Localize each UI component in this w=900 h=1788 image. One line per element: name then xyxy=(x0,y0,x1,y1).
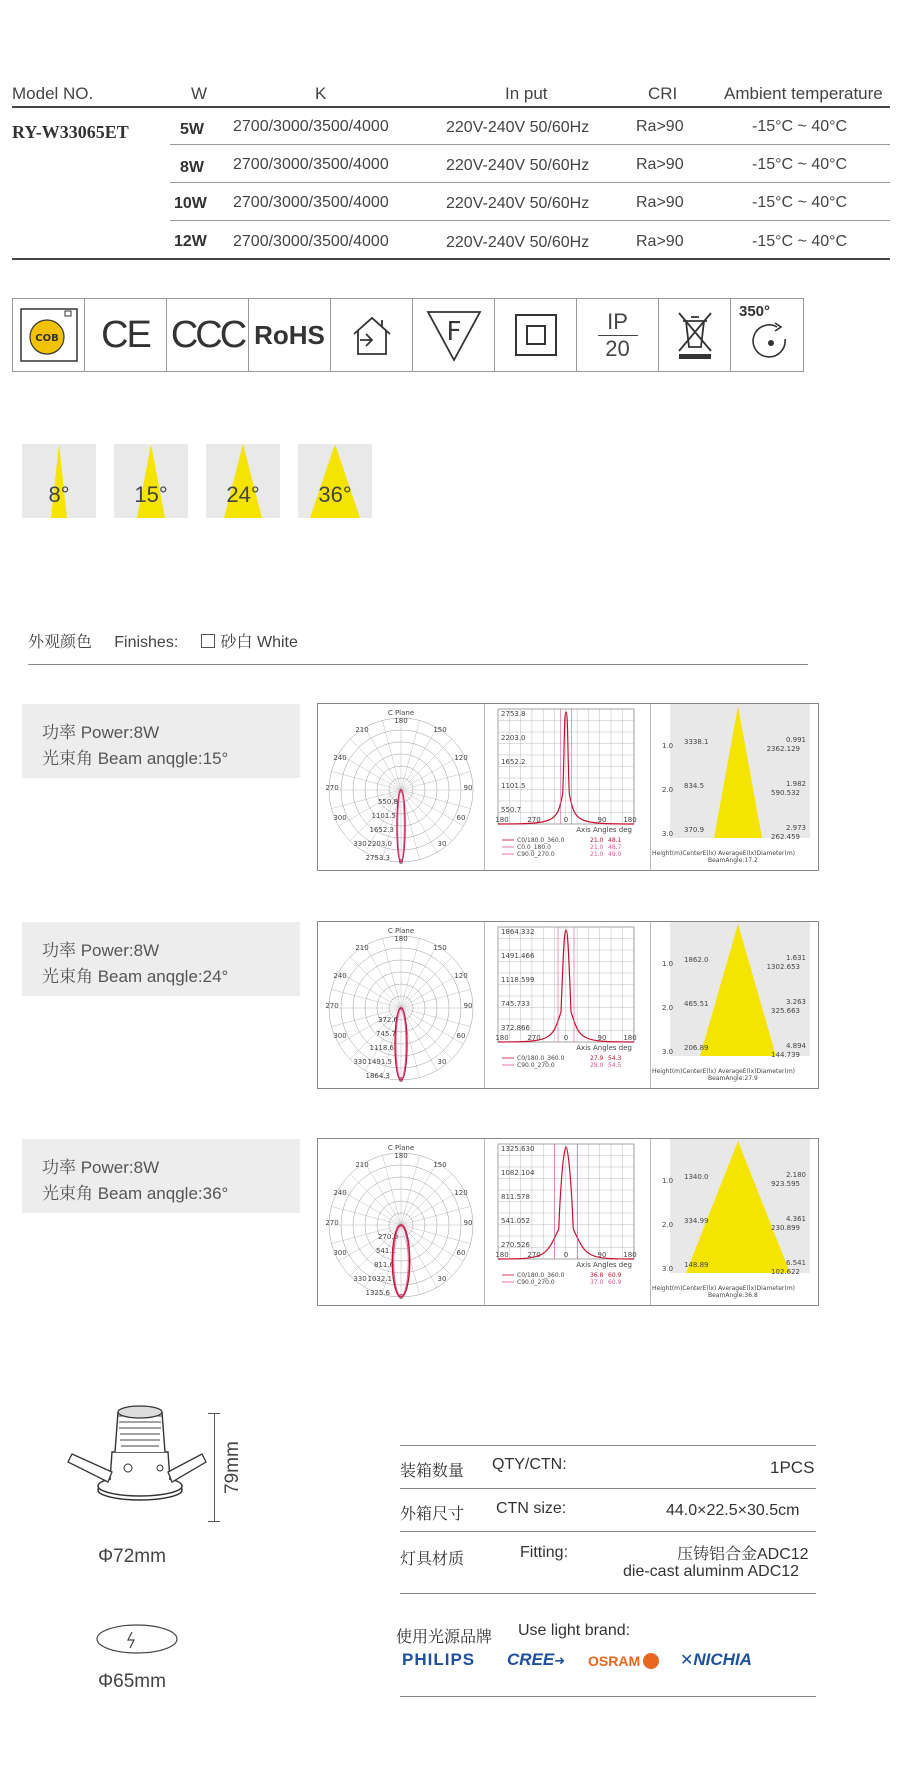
polar-ring-label: 541.1 xyxy=(375,1247,396,1255)
curve-y-label: 1101.5 xyxy=(501,782,526,790)
cri: Ra>90 xyxy=(636,118,684,135)
header-w: W xyxy=(191,84,208,103)
curve-x-label: 270 xyxy=(527,1251,541,1259)
rohs-icon xyxy=(249,299,331,371)
polar-axis-label: 60 xyxy=(456,1032,466,1040)
photometric-label-box xyxy=(22,922,300,996)
curve-y-label: 372.866 xyxy=(501,1024,530,1032)
model-number: RY-W33065ET xyxy=(12,122,129,142)
fitting-value-en: die-cast aluminm ADC12 xyxy=(623,1563,800,1580)
polar-axis-label: 0 xyxy=(398,1293,404,1301)
header-cri: CRI xyxy=(648,84,678,103)
legend-half-angle: 21.0 xyxy=(590,837,604,844)
legend-tenth-angle: 48.7 xyxy=(608,844,622,851)
polar-ring-label: 811.6 xyxy=(373,1261,394,1269)
polar-axis-label: 330 xyxy=(353,1058,367,1066)
cone-height: 3.0 xyxy=(662,830,674,838)
fitting-label-en: Fitting: xyxy=(520,1544,569,1561)
legend-tenth-angle: 48.1 xyxy=(608,837,622,844)
polar-axis-label: 60 xyxy=(456,814,466,822)
curve-x-label: 0 xyxy=(563,1034,569,1042)
polar-axis-label: 90 xyxy=(463,1219,473,1227)
beam-angle-label: 8° xyxy=(48,482,70,507)
class-ii-double-square-icon xyxy=(495,299,577,371)
curve-x-label: 180 xyxy=(495,816,509,824)
cone-height: 1.0 xyxy=(662,742,674,750)
cone-diameter: 1.631 xyxy=(785,954,806,962)
illuminance-cone-diagram xyxy=(650,922,816,1088)
table-top-rule xyxy=(12,106,890,108)
ambient: -15°C ~ 40°C xyxy=(752,118,848,135)
curve-y-label: 1082.104 xyxy=(501,1169,535,1177)
curve-x-label: 90 xyxy=(597,816,607,824)
polar-axis-label: 90 xyxy=(463,784,473,792)
photometric-label-box xyxy=(22,704,300,778)
polar-title: C Plane xyxy=(387,927,415,935)
legend-name: C0.0_180.0 xyxy=(517,844,551,851)
polar-axis-label: 300 xyxy=(333,1249,347,1257)
cone-diameter: 1.982 xyxy=(785,780,806,788)
legend-tenth-angle: 49.0 xyxy=(608,851,622,858)
ce-mark-icon xyxy=(85,299,167,371)
polar-axis-label: 180 xyxy=(394,935,408,943)
beam-angle-36 xyxy=(298,444,372,518)
fixture-side-drawing xyxy=(60,1392,210,1527)
packing-rule-top xyxy=(400,1445,816,1446)
curve-axis-caption: Axis Angles deg xyxy=(576,826,632,834)
curve-x-label: 180 xyxy=(623,1251,637,1259)
cutout-drawing xyxy=(94,1622,180,1661)
ambient: -15°C ~ 40°C xyxy=(752,156,848,173)
osram-logo xyxy=(588,1653,659,1669)
cree-logo: CREE➜ xyxy=(507,1650,566,1669)
table-bottom-rule xyxy=(12,258,890,260)
philips-logo: PHILIPS xyxy=(402,1650,476,1669)
finishes-row xyxy=(28,629,298,652)
height-tick-top xyxy=(208,1413,220,1414)
curve-x-label: 270 xyxy=(527,816,541,824)
polar-axis-label: 120 xyxy=(454,972,468,980)
watt: 10W xyxy=(174,195,207,212)
polar-ring-label: 1864.3 xyxy=(365,1072,390,1080)
finishes-rule xyxy=(28,664,808,665)
legend-half-angle: 27.9 xyxy=(590,1055,604,1062)
linear-candela-curve xyxy=(484,922,651,1088)
cone-average-lux: 1302.653 xyxy=(766,963,800,971)
cri: Ra>90 xyxy=(636,194,684,211)
cone-diameter: 2.180 xyxy=(785,1171,806,1179)
cone-average-lux: 230.899 xyxy=(771,1224,800,1232)
polar-ring-label: 2753.3 xyxy=(365,854,390,862)
photometric-diagram xyxy=(317,703,819,871)
beam-angle-label: 光束角 Beam anqgle:36° xyxy=(42,1184,229,1203)
polar-ring-label: 372.6 xyxy=(377,1016,398,1024)
legend-name: C0/180.0_360.0 xyxy=(517,1272,565,1279)
packing-rule xyxy=(400,1593,816,1594)
polar-axis-label: 270 xyxy=(325,1219,339,1227)
legend-name: C90.0_270.0 xyxy=(517,1279,555,1286)
finishes-label-cn: 外观颜色 xyxy=(28,634,93,651)
linear-candela-curve xyxy=(484,1139,651,1305)
polar-axis-label: 120 xyxy=(454,1189,468,1197)
input-voltage: 220V-240V 50/60Hz xyxy=(446,119,590,136)
polar-title: C Plane xyxy=(387,709,415,717)
polar-ring-label: 1325.6 xyxy=(365,1289,390,1297)
beam-angle-label: 15° xyxy=(134,482,168,507)
power-label: 功率 Power:8W xyxy=(42,723,160,742)
curve-x-label: 180 xyxy=(495,1251,509,1259)
cone-height: 1.0 xyxy=(662,960,674,968)
cone-center-lux: 1862.0 xyxy=(684,956,709,964)
finish-option: 砂白 White xyxy=(220,634,298,651)
input-voltage: 220V-240V 50/60Hz xyxy=(446,234,590,251)
polar-candela-diagram xyxy=(318,1139,485,1305)
fitting-value-cn: 压铸铝合金ADC12 xyxy=(677,1546,809,1563)
height-dimension-line xyxy=(214,1413,215,1521)
cone-center-lux: 148.89 xyxy=(684,1261,709,1269)
ip20-icon xyxy=(577,299,659,371)
cone-height: 3.0 xyxy=(662,1265,674,1273)
polar-ring-label: 1101.5 xyxy=(371,812,396,820)
rotation-label: 350° xyxy=(739,303,771,320)
ccc-label: CCC xyxy=(170,313,245,356)
legend-name: C90.0_270.0 xyxy=(517,1062,555,1069)
cutout-dimension: Φ65mm xyxy=(98,1671,166,1692)
cone-footer: Height(m)CenterE(lx) AverageE(lx)Diameter(m) xyxy=(652,1285,796,1292)
row-divider xyxy=(170,182,890,183)
qty-value: 1PCS xyxy=(770,1458,815,1477)
rohs-label: RoHS xyxy=(254,319,325,350)
legend-name: C0/180.0_360.0 xyxy=(517,837,565,844)
beam-angle-8 xyxy=(22,444,96,518)
cone-diameter: 2.973 xyxy=(785,824,806,832)
watt: 5W xyxy=(180,121,204,138)
cree-label: CREE xyxy=(507,1650,555,1669)
polar-axis-label: 150 xyxy=(433,944,447,952)
cri: Ra>90 xyxy=(636,233,684,250)
cone-average-lux: 262.459 xyxy=(771,833,800,841)
polar-axis-label: 330 xyxy=(353,1275,367,1283)
polar-axis-label: 120 xyxy=(454,754,468,762)
ctn-size-label-en: CTN size: xyxy=(496,1500,567,1517)
cone-diameter: 0.991 xyxy=(785,736,806,744)
input-voltage: 220V-240V 50/60Hz xyxy=(446,157,590,174)
curve-axis-caption: Axis Angles deg xyxy=(576,1261,632,1269)
cri: Ra>90 xyxy=(636,156,684,173)
ip-rating: 20 xyxy=(605,335,630,361)
cone-average-lux: 144.739 xyxy=(771,1051,800,1059)
curve-x-label: 180 xyxy=(623,1034,637,1042)
brands-label-en: Use light brand: xyxy=(518,1622,631,1639)
curve-y-label: 270.526 xyxy=(501,1241,530,1249)
osram-label: OSRAM xyxy=(588,1653,641,1669)
polar-axis-label: 30 xyxy=(437,1058,447,1066)
cone-beam-angle: BeamAngle:17.2 xyxy=(708,857,758,864)
cone-footer: Height(m)CenterE(lx) AverageE(lx)Diameter(m) xyxy=(652,850,796,857)
cone-average-lux: 325.663 xyxy=(771,1007,800,1015)
beam-angle-24 xyxy=(206,444,280,518)
curve-y-label: 550.7 xyxy=(501,806,522,814)
polar-axis-label: 30 xyxy=(437,1275,447,1283)
nichia-logo: ✕NICHIA xyxy=(680,1650,752,1669)
curve-y-label: 1652.2 xyxy=(501,758,526,766)
polar-ring-label: 1652.3 xyxy=(369,826,394,834)
packing-rule xyxy=(400,1531,816,1532)
f-mark-triangle-icon xyxy=(413,299,495,371)
cct: 2700/3000/3500/4000 xyxy=(233,233,389,250)
certification-strip xyxy=(12,298,804,372)
ambient: -15°C ~ 40°C xyxy=(752,233,848,250)
ccc-mark-icon xyxy=(167,299,249,371)
curve-x-label: 90 xyxy=(597,1034,607,1042)
polar-title: C Plane xyxy=(387,1144,415,1152)
curve-y-label: 2753.8 xyxy=(501,710,526,718)
ctn-size-label-cn: 外箱尺寸 xyxy=(400,1506,465,1523)
curve-x-label: 90 xyxy=(597,1251,607,1259)
legend-tenth-angle: 54.5 xyxy=(608,1062,622,1069)
curve-x-label: 270 xyxy=(527,1034,541,1042)
cone-center-lux: 334.99 xyxy=(684,1217,709,1225)
beam-angle-label: 24° xyxy=(226,482,260,507)
polar-axis-label: 240 xyxy=(333,972,347,980)
cone-diameter: 6.541 xyxy=(785,1259,806,1267)
illuminance-cone-diagram xyxy=(650,704,816,870)
watt: 12W xyxy=(174,233,207,250)
height-tick-bottom xyxy=(208,1521,220,1522)
photometric-diagram xyxy=(317,921,819,1089)
indoor-house-icon xyxy=(331,299,413,371)
nichia-label: NICHIA xyxy=(693,1650,752,1669)
cone-center-lux: 465.51 xyxy=(684,1000,709,1008)
rotation-350-icon xyxy=(731,299,803,371)
legend-half-angle: 36.8 xyxy=(590,1272,604,1279)
cone-beam-angle: BeamAngle:36.8 xyxy=(708,1292,758,1299)
cone-diameter: 3.263 xyxy=(785,998,806,1006)
curve-y-label: 1864.332 xyxy=(501,928,535,936)
polar-axis-label: 240 xyxy=(333,754,347,762)
polar-axis-label: 150 xyxy=(433,1161,447,1169)
cone-height: 2.0 xyxy=(662,1221,674,1229)
fitting-label-cn: 灯具材质 xyxy=(400,1551,465,1568)
legend-half-angle: 28.0 xyxy=(590,1062,604,1069)
cct: 2700/3000/3500/4000 xyxy=(233,194,389,211)
watt: 8W xyxy=(180,159,204,176)
qty-label-en: QTY/CTN: xyxy=(492,1456,567,1473)
legend-tenth-angle: 54.3 xyxy=(608,1055,622,1062)
cone-average-lux: 923.595 xyxy=(771,1180,800,1188)
cob-label: COB xyxy=(34,333,59,344)
weee-bin-icon xyxy=(659,299,731,371)
beam-angle-label: 光束角 Beam anqgle:24° xyxy=(42,967,229,986)
legend-half-angle: 21.0 xyxy=(590,844,604,851)
beam-angle-label: 36° xyxy=(318,482,352,507)
cone-beam-angle: BeamAngle:27.9 xyxy=(708,1075,758,1082)
photometric-diagram xyxy=(317,1138,819,1306)
cone-center-lux: 834.5 xyxy=(684,782,705,790)
cone-average-lux: 590.532 xyxy=(771,789,800,797)
polar-axis-label: 180 xyxy=(394,1152,408,1160)
polar-ring-label: 270.0 xyxy=(377,1233,398,1241)
brands-label-cn: 使用光源品牌 xyxy=(396,1629,493,1646)
polar-axis-label: 180 xyxy=(394,717,408,725)
diameter-dimension: Φ72mm xyxy=(98,1546,166,1567)
ce-label: CE xyxy=(101,313,150,356)
polar-axis-label: 210 xyxy=(355,1161,369,1169)
polar-axis-label: 90 xyxy=(463,1002,473,1010)
polar-ring-label: 1491.5 xyxy=(367,1058,392,1066)
power-label: 功率 Power:8W xyxy=(42,1158,160,1177)
linear-candela-curve xyxy=(484,704,651,870)
curve-y-label: 811.578 xyxy=(501,1193,530,1201)
polar-axis-label: 30 xyxy=(437,840,447,848)
polar-axis-label: 300 xyxy=(333,1032,347,1040)
photometric-label-box xyxy=(22,1139,300,1213)
cob-chip-icon xyxy=(13,299,85,371)
legend-half-angle: 37.0 xyxy=(590,1279,604,1286)
header-model: Model NO. xyxy=(12,84,94,103)
curve-y-label: 1491.466 xyxy=(501,952,535,960)
cone-height: 2.0 xyxy=(662,786,674,794)
polar-axis-label: 210 xyxy=(355,726,369,734)
row-divider xyxy=(170,144,890,145)
curve-y-label: 745.733 xyxy=(501,1000,530,1008)
cone-center-lux: 1340.0 xyxy=(684,1173,709,1181)
header-k: K xyxy=(315,84,327,103)
polar-axis-label: 270 xyxy=(325,784,339,792)
header-input: In put xyxy=(505,84,548,103)
row-divider xyxy=(170,220,890,221)
curve-y-label: 1118.599 xyxy=(501,976,535,984)
height-dimension: 79mm xyxy=(222,1441,243,1494)
curve-x-label: 180 xyxy=(623,816,637,824)
curve-y-label: 2203.0 xyxy=(501,734,526,742)
ip-label: IP xyxy=(607,308,628,334)
polar-axis-label: 60 xyxy=(456,1249,466,1257)
header-ambient: Ambient temperature xyxy=(724,84,883,103)
legend-name: C0/180.0_360.0 xyxy=(517,1055,565,1062)
cone-height: 2.0 xyxy=(662,1004,674,1012)
ambient: -15°C ~ 40°C xyxy=(752,194,848,211)
curve-y-label: 1325.630 xyxy=(501,1145,535,1153)
polar-axis-label: 210 xyxy=(355,944,369,952)
legend-half-angle: 21.0 xyxy=(590,851,604,858)
curve-x-label: 0 xyxy=(563,816,569,824)
polar-axis-label: 0 xyxy=(398,1076,404,1084)
polar-axis-label: 300 xyxy=(333,814,347,822)
cone-height: 3.0 xyxy=(662,1048,674,1056)
illuminance-cone-diagram xyxy=(650,1139,816,1305)
f-label: F xyxy=(446,317,461,347)
polar-ring-label: 2203.0 xyxy=(367,840,392,848)
polar-candela-diagram xyxy=(318,922,485,1088)
cone-center-lux: 206.89 xyxy=(684,1044,709,1052)
polar-axis-label: 0 xyxy=(398,858,404,866)
curve-axis-caption: Axis Angles deg xyxy=(576,1044,632,1052)
cct: 2700/3000/3500/4000 xyxy=(233,118,389,135)
polar-axis-label: 150 xyxy=(433,726,447,734)
cone-footer: Height(m)CenterE(lx) AverageE(lx)Diameter(m) xyxy=(652,1068,796,1075)
cct: 2700/3000/3500/4000 xyxy=(233,156,389,173)
polar-ring-label: 1032.1 xyxy=(367,1275,392,1283)
cone-center-lux: 370.9 xyxy=(684,826,705,834)
qty-label-cn: 装箱数量 xyxy=(400,1463,465,1480)
polar-ring-label: 1118.6 xyxy=(369,1044,394,1052)
legend-name: C90.0_270.0 xyxy=(517,851,555,858)
cone-average-lux: 2362.129 xyxy=(766,745,800,753)
beam-angle-15 xyxy=(114,444,188,518)
finish-checkbox[interactable] xyxy=(201,634,215,648)
cone-diameter: 4.894 xyxy=(785,1042,806,1050)
legend-tenth-angle: 60.9 xyxy=(608,1272,622,1279)
polar-axis-label: 270 xyxy=(325,1002,339,1010)
curve-x-label: 180 xyxy=(495,1034,509,1042)
curve-x-label: 0 xyxy=(563,1251,569,1259)
polar-axis-label: 330 xyxy=(353,840,367,848)
ctn-size-value: 44.0×22.5×30.5cm xyxy=(666,1502,800,1519)
curve-y-label: 541.052 xyxy=(501,1217,530,1225)
polar-candela-diagram xyxy=(318,704,485,870)
finishes-label-en: Finishes: xyxy=(114,634,179,651)
polar-axis-label: 240 xyxy=(333,1189,347,1197)
beam-angle-label: 光束角 Beam anqgle:15° xyxy=(42,749,229,768)
brands-rule xyxy=(400,1696,816,1697)
cone-average-lux: 102.622 xyxy=(771,1268,800,1276)
cone-diameter: 4.361 xyxy=(785,1215,806,1223)
polar-ring-label: 745.7 xyxy=(375,1030,396,1038)
polar-ring-label: 550.8 xyxy=(377,798,398,806)
cone-height: 1.0 xyxy=(662,1177,674,1185)
power-label: 功率 Power:8W xyxy=(42,941,160,960)
cone-center-lux: 3338.1 xyxy=(684,738,709,746)
legend-tenth-angle: 60.9 xyxy=(608,1279,622,1286)
input-voltage: 220V-240V 50/60Hz xyxy=(446,195,590,212)
packing-rule xyxy=(400,1488,816,1489)
